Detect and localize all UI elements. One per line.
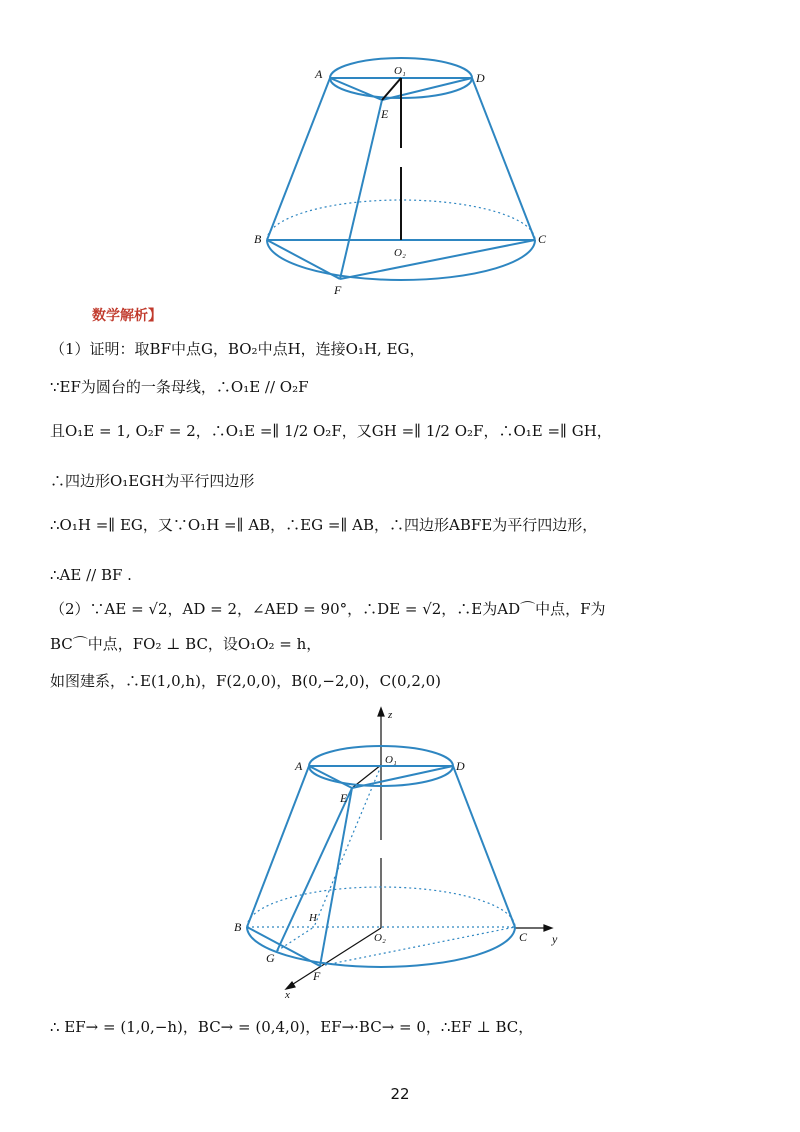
figure-frustum-coordinates [0,700,800,1010]
solution-line-6: ∴AE // BF . [50,566,132,584]
generatrix-dc-2 [453,766,515,927]
label-o1-2: O₁ [385,754,397,766]
solution-line-1: （1）证明：取BF中点G，BO₂中点H，连接O₁H, EG， [50,340,425,358]
solution-line-3: 且O₁E = 1, O₂F = 2，∴O₁E =∥ 1/2 O₂F，又GH =∥ 1/2 O₂F，∴O₁E =∥ GH， [50,422,612,440]
solution-line-8: BC⌒中点，FO₂ ⊥ BC，设O₁O₂ = h， [50,635,322,653]
solution-line-9: 如图建系，∴E(1,0,h)，F(2,0,0)，B(0,−2,0)，C(0,2,0) [50,672,442,690]
segment-bf [267,240,340,279]
segment-fc-2 [320,927,515,966]
label-e-2: E [340,791,348,805]
bottom-arc-front [267,240,535,280]
label-o2-2: O₂ [374,932,386,944]
analysis-heading: 数学解析】 [92,308,162,324]
z-axis-arrow [378,708,384,716]
label-o2: O₂ [394,247,406,259]
solution-line-4: ∴四边形O₁EGH为平行四边形 [50,472,255,490]
label-f-2: F [313,969,321,983]
segment-bf-2 [247,927,320,966]
label-d-2: D [456,759,465,773]
segment-ef [340,100,382,279]
label-a: A [315,67,323,81]
label-b: B [254,232,262,246]
solution-line-7: （2）∵AE = √2，AD = 2，∠AED = 90°，∴DE = √2，∴E为AD⌒中点，F为 [50,600,606,618]
label-g: G [266,951,275,965]
segment-cf [340,240,535,279]
solution-line-2: ∵EF为圆台的一条母线，∴O₁E // O₂F [50,378,309,396]
label-o1: O₁ [394,65,406,77]
label-h: H [309,912,317,924]
label-y: y [552,932,558,946]
label-z: z [388,709,393,721]
label-c: C [538,232,547,246]
label-c-2: C [519,930,528,944]
y-axis-arrow [544,925,552,931]
generatrix-ab [267,78,330,240]
final-line: ∴ EF→ = (1,0,−h)，BC→ = (0,4,0)，EF→·BC→ = 0，∴EF ⊥ BC， [50,1018,534,1036]
figure-frustum-1 [0,0,800,300]
label-a-2: A [295,759,303,773]
solution-line-5: ∴O₁H =∥ EG，又∵O₁H =∥ AB，∴EG =∥ AB，∴四边形ABFE为平行四边形， [50,516,598,534]
label-e: E [381,107,389,121]
generatrix-dc [472,78,535,240]
label-x: x [285,989,290,1001]
label-f: F [334,283,342,297]
segment-ae [330,78,382,100]
label-d: D [476,71,485,85]
label-b-2: B [234,920,242,934]
segment-ae-2 [309,766,352,788]
page-number: 22 [390,1085,410,1103]
segment-ef-2 [320,788,352,966]
